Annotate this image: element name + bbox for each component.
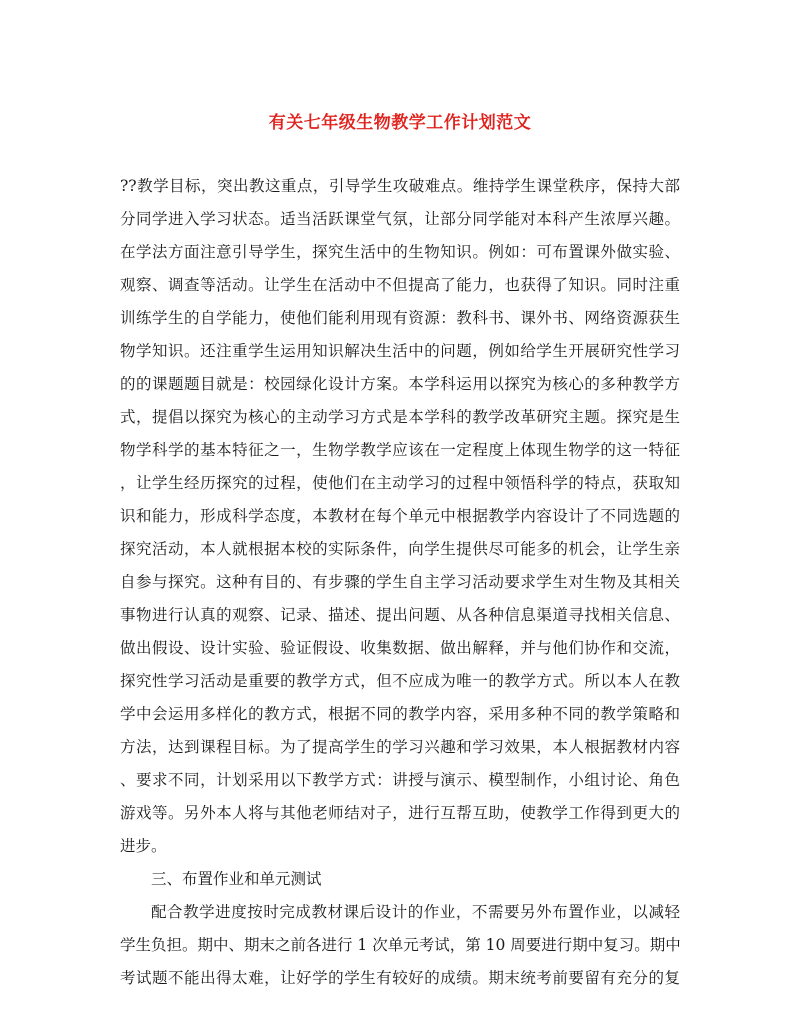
section-heading: 三、布置作业和单元测试 [151, 870, 322, 888]
body-line: 做出假设、设计实验、验证假设、收集数据、做出解释，并与他们协作和交流， [120, 639, 680, 657]
body-line: 学中会运用多样化的教方式，根据不同的教学内容，采用多种不同的教学策略和 [120, 705, 680, 723]
section-line: 考试题不能出得太难，让好学的学生有较好的成绩。期末统考前要留有充分的复 [120, 969, 680, 987]
body-line: ，让学生经历探究的过程，使他们在主动学习的过程中领悟科学的特点，获取知 [120, 474, 680, 492]
body-line: 探究性学习活动是重要的教学方式，但不应成为唯一的教学方式。所以本人在教 [120, 672, 680, 690]
body-line: 进步。 [120, 837, 167, 855]
body-line: 物学知识。还注重学生运用知识解决生活中的问题，例如给学生开展研究性学习 [120, 342, 680, 360]
document-body [120, 170, 680, 995]
body-line: 分同学进入学习状态。适当活跃课堂气氛，让部分同学能对本科产生浓厚兴趣。 [120, 210, 680, 228]
body-line: 在学法方面注意引导学生，探究生活中的生物知识。例如：可布置课外做实验、 [120, 243, 680, 261]
body-line: 、要求不同，计划采用以下教学方式：讲授与演示、模型制作，小组讨论、角色 [120, 771, 680, 789]
body-line: 事物进行认真的观察、记录、描述、提出问题、从各种信息渠道寻找相关信息、 [120, 606, 680, 624]
body-line: 游戏等。另外本人将与其他老师结对子，进行互帮互助，使教学工作得到更大的 [120, 804, 680, 822]
section-line: 配合教学进度按时完成教材课后设计的作业，不需要另外布置作业，以减轻 [151, 903, 680, 921]
body-line: 式，提倡以探究为核心的主动学习方式是本学科的教学改革研究主题。探究是生 [120, 408, 680, 426]
body-line: 训练学生的自学能力，使他们能利用现有资源：教科书、课外书、网络资源获生 [120, 309, 680, 327]
body-line: 自参与探究。这种有目的、有步骤的学生自主学习活动要求学生对生物及其相关 [120, 573, 680, 591]
body-line: 识和能力，形成科学态度，本教材在每个单元中根据教学内容设计了不同选题的 [120, 507, 680, 525]
body-line: 观察、调查等活动。让学生在活动中不但提高了能力，也获得了知识。同时注重 [120, 276, 680, 294]
body-line: 的的课题题目就是：校园绿化设计方案。本学科运用以探究为核心的多种教学方 [120, 375, 680, 393]
body-line: 物学科学的基本特征之一，生物学教学应该在一定程度上体现生物学的这一特征 [120, 441, 680, 459]
section-line: 学生负担。期中、期末之前各进行 1 次单元考试，第 10 周要进行期中复习。期中 [120, 936, 681, 954]
body-line: 探究活动，本人就根据本校的实际条件，向学生提供尽可能多的机会，让学生亲 [120, 540, 680, 558]
document-title: 有关七年级生物教学工作计划范文 [268, 113, 532, 133]
body-line: ??教学目标，突出教这重点，引导学生攻破难点。维持学生课堂秩序，保持大部 [120, 177, 680, 195]
body-line: 方法，达到课程目标。为了提高学生的学习兴趣和学习效果，本人根据教材内容 [120, 738, 680, 756]
